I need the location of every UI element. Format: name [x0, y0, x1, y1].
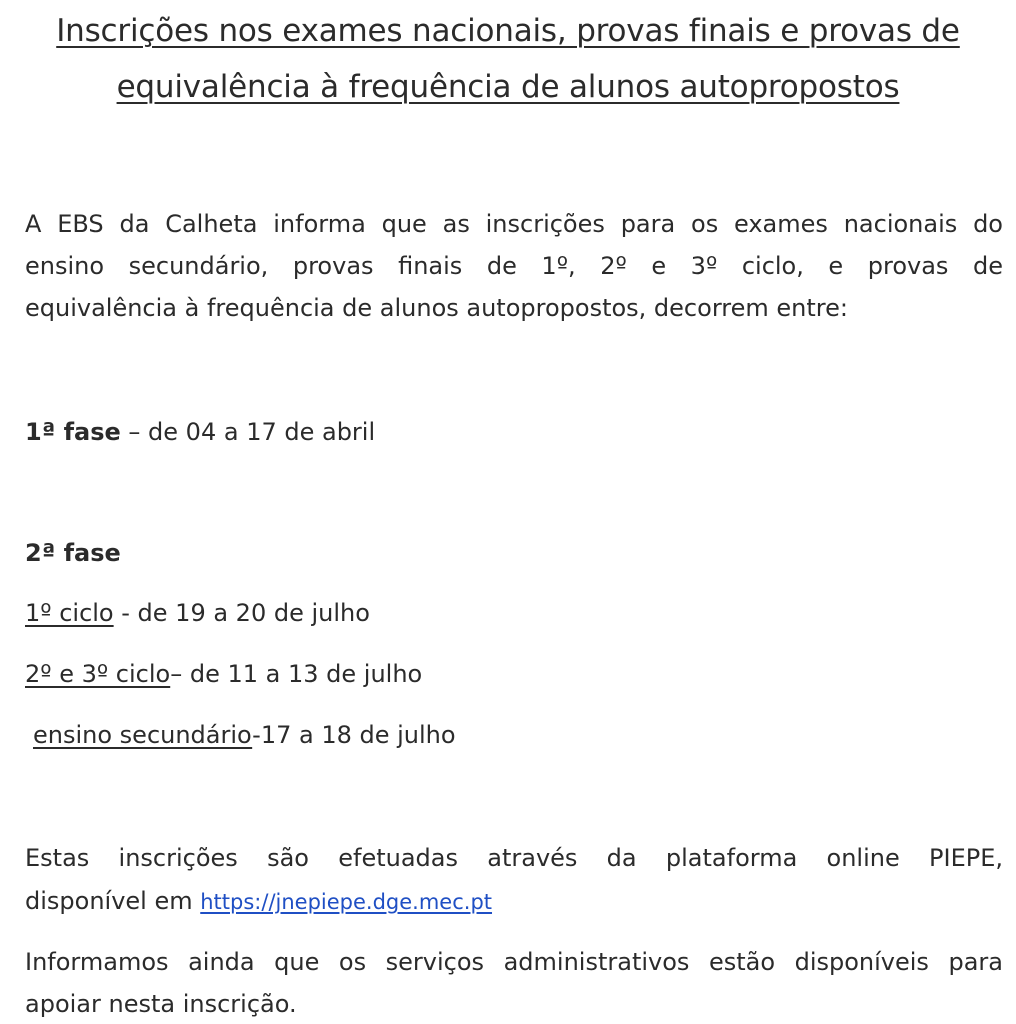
- fase2-item-3-dates: -17 a 18 de julho: [252, 721, 456, 749]
- fase2-item-1: [25, 597, 370, 629]
- fase2-item-1-dates: - de 19 a 20 de julho: [113, 599, 370, 627]
- platform-prefix: disponível em: [25, 887, 201, 915]
- fase2-item-2-dates: – de 11 a 13 de julho: [170, 660, 423, 688]
- platform-line-1: Estas inscrições são efetuadas através da plataforma online PIEPE,: [25, 844, 1003, 872]
- fase2-item-2: [25, 658, 422, 690]
- piepe-link[interactable]: https://jnepiepe.dge.mec.pt: [200, 890, 493, 914]
- fase2-item-1-label: 1º ciclo: [25, 599, 114, 627]
- intro-line-3: equivalência à frequência de alunos autopropostos, decorrem entre:: [25, 294, 848, 322]
- intro-line-1: A EBS da Calheta informa que as inscrições para os exames nacionais do: [25, 210, 1003, 238]
- fase2-item-3-label: ensino secundário: [33, 721, 253, 749]
- title-line-2: equivalência à frequência de alunos autopropostos: [116, 69, 900, 105]
- platform-line-2: [25, 885, 492, 918]
- support-line-2: apoiar nesta inscrição.: [25, 990, 297, 1018]
- fase2-item-2-label: 2º e 3º ciclo: [25, 660, 171, 688]
- title-line-1: Inscrições nos exames nacionais, provas finais e provas de: [56, 13, 960, 49]
- fase2-label: 2ª fase: [25, 539, 121, 567]
- fase1-dates: – de 04 a 17 de abril: [120, 418, 376, 446]
- intro-line-2: ensino secundário, provas finais de 1º, 2º e 3º ciclo, e provas de: [25, 252, 1003, 280]
- fase2-item-3: [33, 719, 456, 751]
- fase1-label: 1ª fase: [25, 418, 121, 446]
- support-line-1: Informamos ainda que os serviços administrativos estão disponíveis para: [25, 948, 1003, 976]
- fase1-line: [25, 416, 375, 448]
